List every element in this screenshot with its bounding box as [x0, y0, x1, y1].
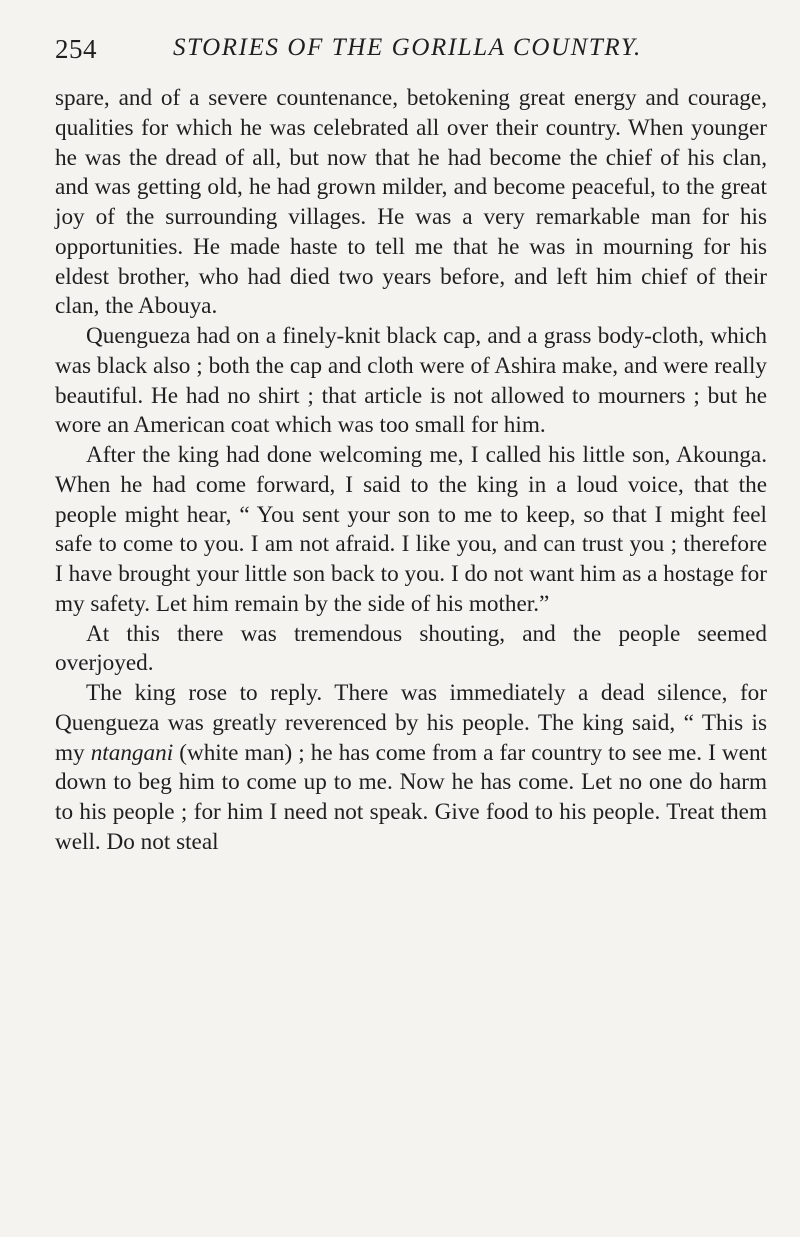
paragraph-king-reply	[55, 679, 767, 858]
body-text	[55, 84, 767, 858]
king-reply-text-start: The king rose to reply. There was immediately a dead silence, for Quengueza was greatly reverenced by his people. The king said, “ This is my	[55, 680, 767, 766]
paragraph-continuation: spare, and of a severe countenance, betokening great energy and courage, qualities for which he was celebrated all over their country. When younger he was the dread of all, but now that he had become the chief of his clan, and was getting old, he had grown milder, and become peaceful, to the great joy of the surrounding villages. He was a very remarkable man for his opportunities. He made haste to tell me that he was in mourning for his eldest brother, who had died two years before, and left him chief of their clan, the Abouya.	[55, 85, 767, 320]
paragraph-akounga-return: After the king had done welcoming me, I called his little son, Akounga. When he had come forward, I said to the king in a loud voice, that the people might hear, “ You sent your son to me to keep, so that I might feel safe to come to you. I am not afraid. I like you, and can trust you ; therefore I have brought your little son back to you. I do not want him as a hostage for my safety. Let him remain by the side of his mother.”	[55, 442, 767, 617]
ntangani-term: ntangani	[90, 739, 174, 766]
king-reply-text-end: (white man) ; he has come from a far country to see me. I went down to beg him to come up to me. Now he has come. Let no one do harm to his people ; for him I need not speak. Give food to his people. Treat them well. Do not steal	[55, 739, 767, 855]
page-header	[55, 34, 755, 74]
paragraph-quengueza-dress: Quengueza had on a finely-knit black cap, and a grass body-cloth, which was black also ; both the cap and cloth were of Ashira make, and were really beautiful. He had no shirt ; that article is not allowed to mourners ; but he wore an American coat which was too small for him.	[55, 323, 767, 439]
running-title: STORIES OF THE GORILLA COUNTRY.	[173, 34, 642, 61]
paragraph-shouting: At this there was tremendous shouting, and the people seemed overjoyed.	[55, 620, 767, 677]
page-number: 254	[55, 34, 97, 64]
